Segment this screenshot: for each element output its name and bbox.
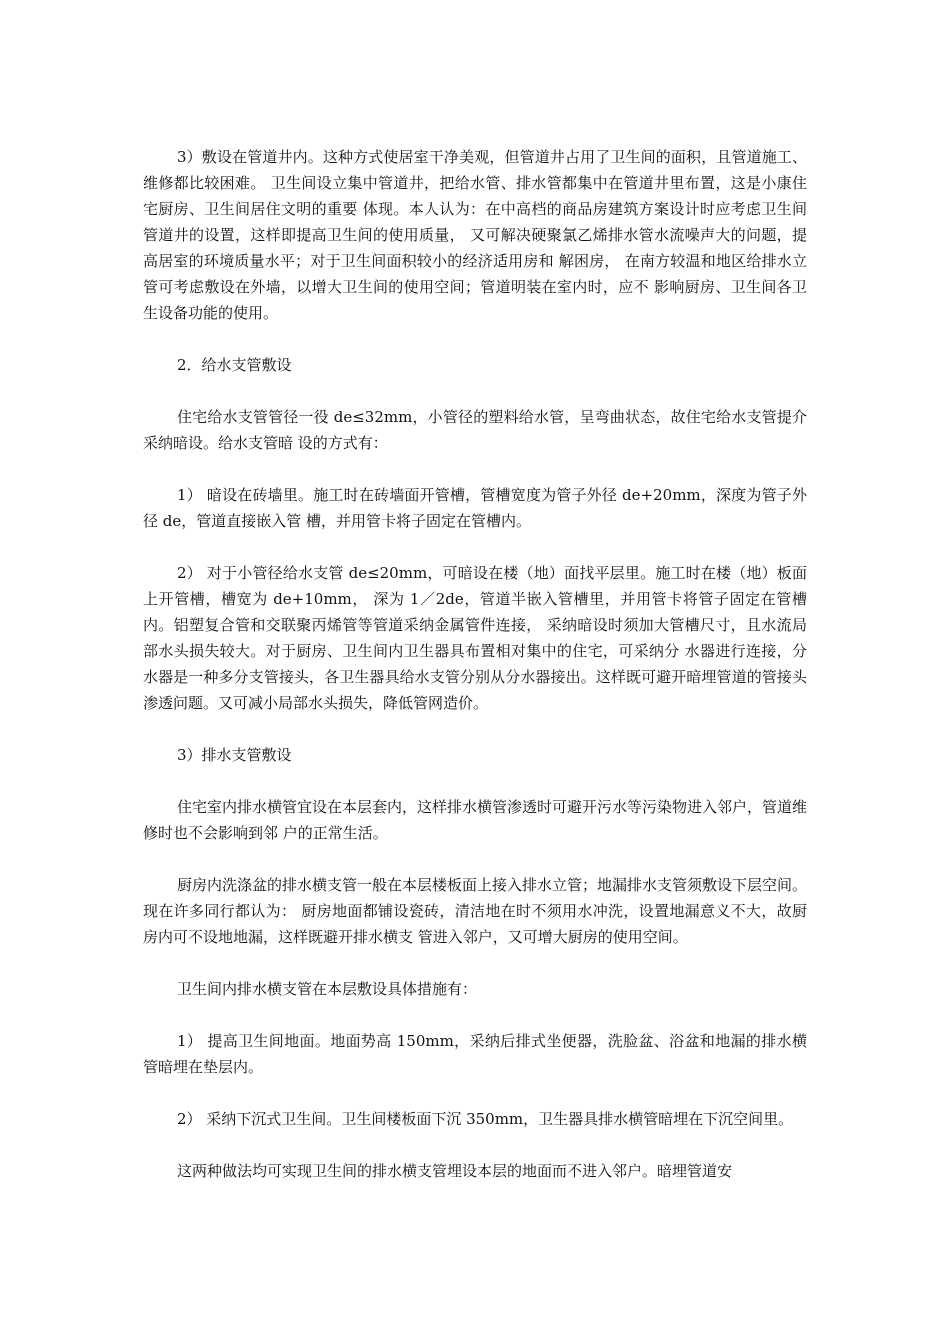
heading-drainage-branch: 3）排水支管敷设 — [177, 746, 292, 764]
paragraph-raise-floor: 1） 提高卫生间地面。地面势高 150mm，采纳后排式坐便器，洗脸盆、浴盆和地漏的排水横管暗埋在垫层内。 — [143, 1032, 807, 1076]
paragraph-supply-intro: 住宅给水支管管径一役 de≤32mm，小管径的塑料给水管，呈弯曲状态，故住宅给水支管提介采纳暗设。给水支管暗 设的方式有： — [143, 408, 807, 452]
paragraph-drainage-indoor: 住宅室内排水横管宜设在本层套内，这样排水横管渗透时可避开污水等污染物进入邻户，管道维修时也不会影响到邻 户的正常生活。 — [143, 798, 808, 842]
paragraph-brick-wall: 1） 暗设在砖墙里。施工时在砖墙面开管槽，管槽宽度为管子外径 de+20mm，深度为管子外径 de，管道直接嵌入管 槽，并用管卡将子固定在管槽内。 — [143, 486, 807, 530]
paragraph-bathroom-measures: 卫生间内排水横支管在本层敷设具体措施有： — [177, 980, 478, 998]
paragraph-pipe-shaft: 3）敷设在管道井内。这种方式使居室干净美观，但管道井占用了卫生间的面积，且管道施工、维修都比较困难。 卫生间设立集中管道井，把给水管、排水管都集中在管道井里布置，这是小康住宅厨房、卫生间居住文明的重要 体现。本人认为：在中高档的商品房建筑方案设计时应考虑卫生间管道井的设置，这样即提高卫生间的使用质量， 又可解决硬聚氯乙烯排水管水流噪声大的问题，提高居室的环境质量水平；对于卫生间面积较小的经济适用房和 解困房， 在南方较温和地区给排水立管可考虑敷设在外墙，以增大卫生间的使用空间；管道明装在室内时，应不 影响厨房、卫生间各卫生设备功能的使用。 — [143, 148, 807, 322]
paragraph-kitchen-drain: 厨房内洗涤盆的排水横支管一般在本层楼板面上接入排水立管；地漏排水支管须敷设下层空间。现在许多同行都认为： 厨房地面都铺设瓷砖，清洁地在时不须用水冲洗，设置地漏意义不大，故厨房内可不设地地漏，这样既避开排水横支 管进入邻户，又可增大厨房的使用空间。 — [143, 876, 808, 946]
paragraph-conclusion: 这两种做法均可实现卫生间的排水横支管埋设本层的地面而不进入邻户。暗埋管道安 — [177, 1162, 733, 1180]
paragraph-floor-layer: 2） 对于小管径给水支管 de≤20mm，可暗设在楼（地）面找平层里。施工时在楼（地）板面上开管槽，槽宽为 de+10mm， 深为 1／2de，管道半嵌入管槽里，并用管卡将管子固定在管槽内。铝塑复合管和交联聚丙烯管等管道采纳金属管件连接， 采纳暗设时须加大管槽尺寸，且水流局部水头损失较大。对于厨房、卫生间内卫生器具布置相对集中的住宅，可采纳分 水器进行连接，分水器是一种多分支管接头，各卫生器具给水支管分别从分水器接出。这样既可避开暗埋管道的管接头 渗透问题。又可减小局部水头损失，降低管网造价。 — [143, 564, 807, 712]
heading-water-supply-branch: 2．给水支管敷设 — [177, 356, 292, 374]
document-body — [143, 144, 807, 1184]
paragraph-sunken-bathroom: 2） 采纳下沉式卫生间。卫生间楼板面下沉 350mm，卫生器具排水横管暗埋在下沉空间里。 — [177, 1110, 794, 1128]
